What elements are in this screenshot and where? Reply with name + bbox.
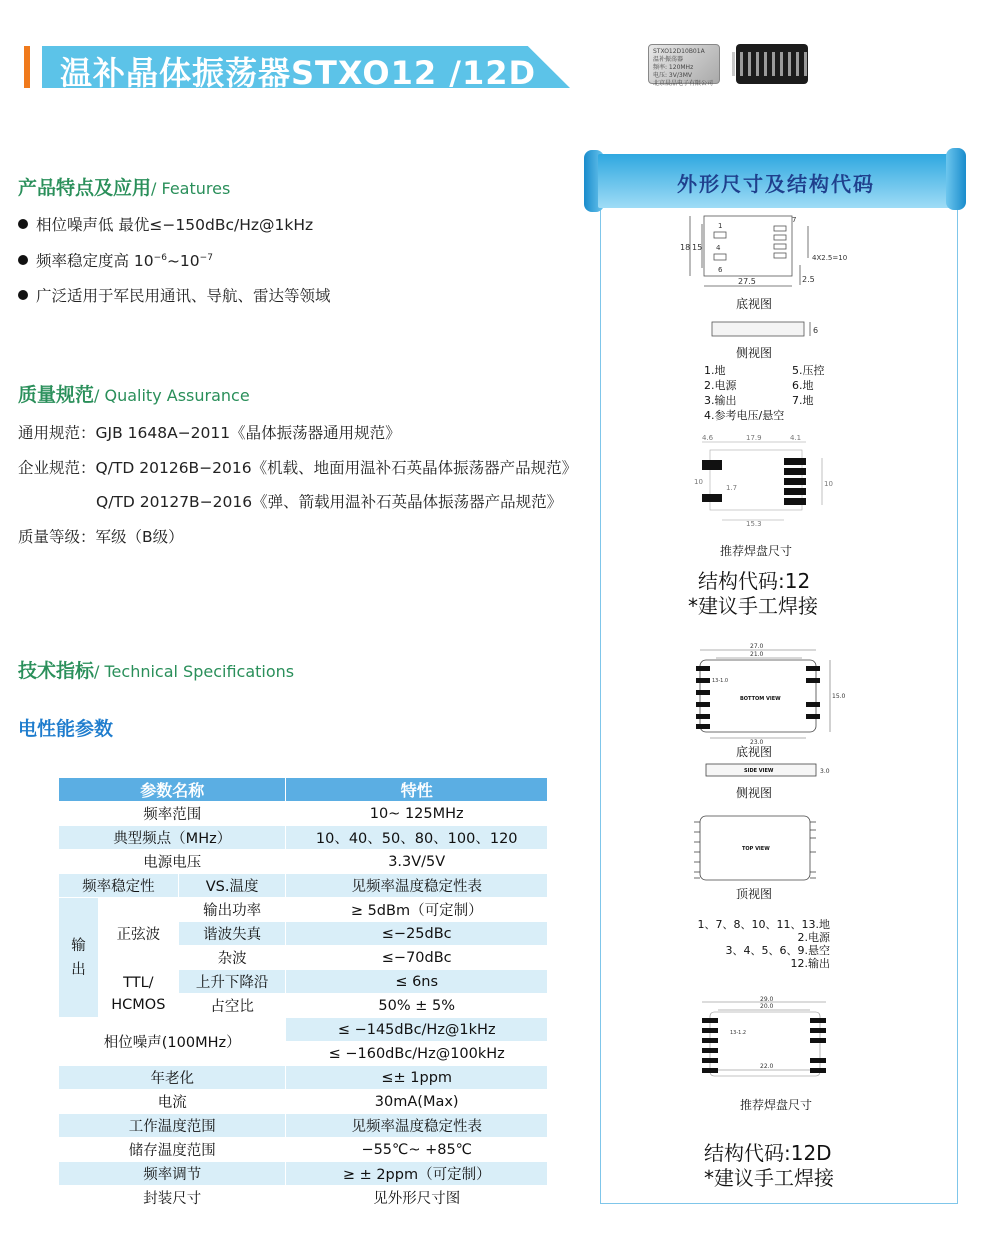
- dim-label: 3.0: [820, 768, 830, 775]
- table-row: 相位噪声(100MHz） ≤ −145dBc/Hz@1kHz: [59, 1018, 548, 1042]
- product-photo-black: [736, 44, 808, 84]
- table-row: 频率稳定性 VS.温度 见频率温度稳定性表: [59, 874, 548, 898]
- side-view-caption-12d: 侧视图: [735, 786, 772, 800]
- quality-heading: 质量规范/ Quality Assurance: [18, 384, 250, 406]
- table-row: 典型频点（MHz） 10、40、50、80、100、120: [59, 826, 548, 850]
- dim-label: 27.0: [750, 643, 764, 650]
- features-heading: 产品特点及应用/ Features: [18, 177, 231, 199]
- table-row: 封装尺寸 见外形尺寸图: [59, 1186, 548, 1210]
- pad-size-caption-12d: 推荐焊盘尺寸: [739, 1098, 812, 1112]
- table-row: 储存温度范围 −55℃~ +85℃: [59, 1138, 548, 1162]
- view-label: SIDE VIEW: [744, 768, 774, 774]
- pin-list-12d: 1、7、8、10、11、13.地 2.电源 3、4、5、6、9.悬空 12.输出: [697, 918, 830, 970]
- dim-label: 10: [694, 478, 703, 486]
- table-row: 杂波 ≤−70dBc: [59, 946, 548, 970]
- dim-label: 4.1: [790, 434, 802, 442]
- hand-solder-note: *建议手工焊接: [688, 594, 818, 618]
- quality-line: Q/TD 20127B−2016《弹、箭载用温补石英晶体振荡器产品规范》: [96, 493, 563, 511]
- dim-label: 15: [692, 243, 703, 252]
- table-row: 频率范围 10~ 125MHz: [59, 802, 548, 826]
- page-title: 温补晶体振荡器STXO12 /12D: [60, 54, 537, 92]
- table-header: [59, 778, 548, 802]
- pin-number: 4: [716, 244, 721, 252]
- table-row: ≤ −160dBc/Hz@100kHz: [59, 1042, 548, 1066]
- pin-list-left: 1.地 2.电源 3.输出 4.参考电压/悬空: [704, 364, 785, 422]
- feature-item: 相位噪声低 最优≤−150dBc/Hz@1kHz: [18, 213, 313, 235]
- chip-label: STXO12D10B01A 温补振荡器 频率: 120MHz 电压: 3V/3MV 北京晨晶电子有限公司: [653, 48, 714, 87]
- dim-label: 10: [824, 480, 833, 488]
- spec-table: [58, 777, 548, 1210]
- side-view-caption: 侧视图: [735, 346, 772, 360]
- view-label: BOTTOM VIEW: [740, 696, 781, 702]
- table-row: 频率调节 ≥ ± 2ppm（可定制）: [59, 1162, 548, 1186]
- feature-item: 频率稳定度高 $10^{-6}\sim 10^{-7}$: [18, 249, 213, 271]
- table-row: 输 出 正弦波 输出功率 ≥ 5dBm（可定制）: [59, 898, 548, 922]
- header-cell: 特性: [286, 778, 548, 802]
- stxo12-pad-drawing: [692, 432, 840, 532]
- header-cell: 参数名称: [59, 778, 286, 802]
- dim-label: 6: [813, 326, 819, 335]
- dim-label: 13-1.2: [730, 1030, 747, 1036]
- table-row: 电流 30mA(Max): [59, 1090, 548, 1114]
- stxo12d-bottom-view-drawing: [686, 640, 846, 746]
- quality-line: 质量等级：军级（B级）: [18, 528, 184, 546]
- dim-label: 2.5: [802, 275, 815, 284]
- dim-label: 13-1.0: [712, 678, 729, 684]
- dim-label: 4X2.5=10: [812, 254, 848, 262]
- electrical-params-heading: 电性能参数: [18, 718, 114, 740]
- dim-label: 15.3: [746, 520, 762, 528]
- dim-label: 18: [680, 243, 691, 252]
- table-row: 谐波失真 ≤−25dBc: [59, 922, 548, 946]
- bullet-icon: [18, 290, 28, 300]
- dim-label: 22.0: [760, 1063, 774, 1070]
- dim-label: 21.0: [750, 651, 764, 658]
- dim-label: 27.5: [738, 277, 756, 286]
- stxo12-bottom-view-drawing: [676, 210, 848, 292]
- product-photo-metal: [648, 44, 720, 87]
- pin-number: 1: [718, 222, 723, 230]
- dim-label: 29.0: [760, 996, 774, 1003]
- feature-item: 广泛适用于军民用通讯、导航、雷达等领域: [18, 284, 331, 306]
- dim-label: 20.0: [760, 1003, 774, 1010]
- dim-label: 15.0: [832, 693, 846, 700]
- structure-code-12: 结构代码:12: [698, 569, 811, 593]
- stxo12d-side-view-drawing: [700, 760, 836, 782]
- bottom-view-caption-12d: 底视图: [735, 745, 772, 759]
- dim-label: 23.0: [750, 739, 764, 746]
- dim-label: 1.7: [726, 484, 738, 492]
- table-row: TTL/ HCMOS 上升下降沿 ≤ 6ns: [59, 970, 548, 994]
- output-group-cell: 输 出: [59, 898, 99, 1018]
- top-view-caption: 顶视图: [735, 887, 772, 901]
- pad-size-caption: 推荐焊盘尺寸: [719, 544, 792, 558]
- view-label: TOP VIEW: [742, 846, 770, 852]
- pin-number: 6: [718, 266, 723, 274]
- bottom-view-caption: 底视图: [735, 297, 772, 311]
- panel-title: 外形尺寸及结构代码: [677, 172, 875, 196]
- stxo12d-pad-drawing: [690, 994, 846, 1084]
- panel-title-scroll: [584, 148, 968, 214]
- pin-list-right: 5.压控 6.地 7.地: [792, 364, 825, 407]
- bullet-icon: [18, 219, 28, 229]
- stxo12d-top-view-drawing: [686, 810, 832, 884]
- table-row: 占空比 50% ± 5%: [59, 994, 548, 1018]
- table-row: 工作温度范围 见频率温度稳定性表: [59, 1114, 548, 1138]
- package-side: [712, 322, 804, 336]
- title-accent-bar: [24, 46, 30, 88]
- structure-code-12d: 结构代码:12D: [704, 1141, 832, 1165]
- hand-solder-note-12d: *建议手工焊接: [704, 1166, 834, 1190]
- dim-label: 4.6: [702, 434, 714, 442]
- table-row: 电源电压 3.3V/5V: [59, 850, 548, 874]
- table-row: 年老化 ≤± 1ppm: [59, 1066, 548, 1090]
- tech-heading: 技术指标/ Technical Specifications: [18, 660, 295, 682]
- quality-line: 通用规范：GJB 1648A−2011《晶体振荡器通用规范》: [18, 424, 401, 442]
- dim-label: 17.9: [746, 434, 762, 442]
- bullet-icon: [18, 255, 28, 265]
- quality-line: 企业规范：Q/TD 20126B−2016《机载、地面用温补石英晶体振荡器产品规范》: [18, 459, 578, 477]
- stxo12-side-view-drawing: [706, 318, 822, 342]
- pin-number: 7: [792, 216, 797, 224]
